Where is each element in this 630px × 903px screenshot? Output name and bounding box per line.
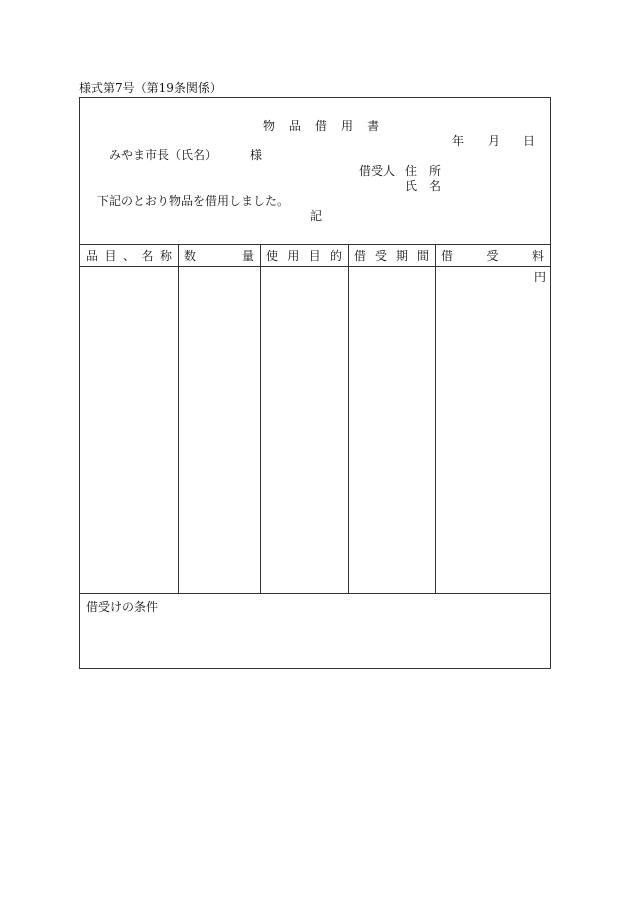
title-char: 物: [263, 119, 290, 133]
header-bottom-line: [80, 266, 550, 267]
header-quantity: 数 量: [184, 248, 254, 263]
addressee-honorific: 様: [250, 148, 263, 162]
ki-marker: 記: [310, 209, 323, 223]
header-fee: 借 受 料: [441, 248, 544, 263]
table-bottom-line: [80, 593, 550, 594]
borrowing-form: [79, 97, 551, 669]
column-divider: [348, 244, 349, 593]
date-day: 日: [523, 134, 536, 148]
form-number: 様式第7号（第19条関係）: [79, 81, 222, 95]
title-char: 借: [315, 119, 342, 133]
column-divider: [178, 244, 179, 593]
borrower-address-label: 住 所: [405, 164, 442, 178]
date-month: 月: [488, 134, 501, 148]
borrower-label: 借受人: [359, 164, 396, 178]
addressee-name: みやま市長（氏名）: [109, 148, 218, 162]
header-period: 借 受 期 間: [354, 248, 429, 263]
conditions-label: 借受けの条件: [86, 600, 159, 614]
title-char: 用: [341, 119, 368, 133]
fee-unit: 円: [534, 270, 547, 284]
title-char: 品: [289, 119, 316, 133]
borrower-name-label: 氏 名: [405, 179, 442, 193]
date-year: 年: [452, 134, 465, 148]
title-char: 書: [367, 119, 380, 133]
column-divider: [260, 244, 261, 593]
statement-text: 下記のとおり物品を借用しました。: [97, 194, 290, 208]
header-purpose: 使 用 目 的: [266, 248, 342, 263]
header-item-name: 品 目 、 名 称: [86, 248, 172, 263]
form-title: [263, 119, 379, 133]
column-divider: [435, 244, 436, 593]
